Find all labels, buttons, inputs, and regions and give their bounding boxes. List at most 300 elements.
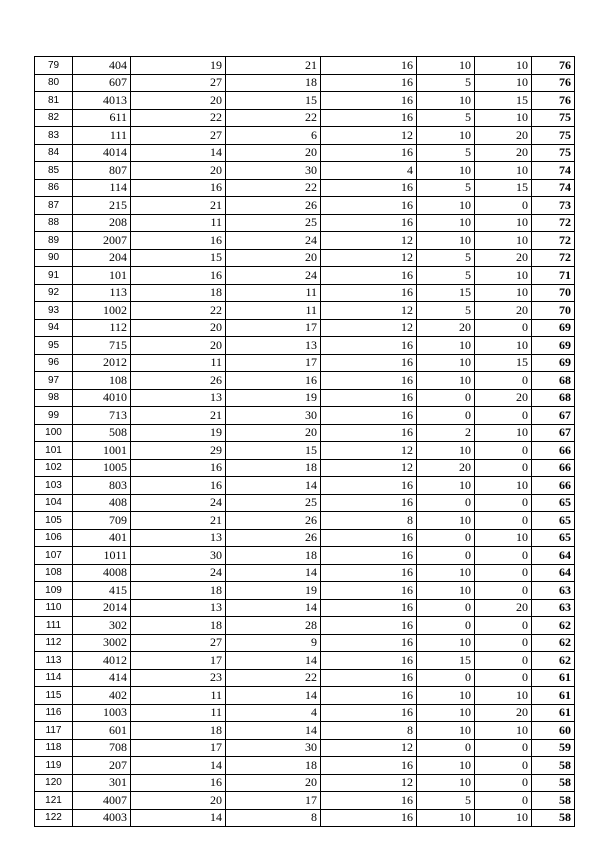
score-a-cell: 27: [131, 127, 226, 145]
score-e-cell: 15: [475, 92, 532, 110]
score-e-cell: 20: [475, 249, 532, 267]
id-cell: 611: [73, 109, 131, 127]
score-c-cell: 16: [321, 389, 417, 407]
score-b-cell: 30: [226, 739, 321, 757]
score-b-cell: 22: [226, 179, 321, 197]
table-row: [35, 337, 575, 355]
score-e-cell: 10: [475, 74, 532, 92]
id-cell: 1003: [73, 704, 131, 722]
score-d-cell: 10: [417, 512, 475, 530]
total-cell: 65: [532, 529, 575, 547]
score-d-cell: 10: [417, 197, 475, 215]
score-e-cell: 0: [475, 407, 532, 425]
score-d-cell: 0: [417, 547, 475, 565]
table-row: [35, 564, 575, 582]
rank-cell: 113: [35, 652, 73, 670]
score-b-cell: 20: [226, 774, 321, 792]
score-a-cell: 11: [131, 354, 226, 372]
score-c-cell: 16: [321, 617, 417, 635]
score-a-cell: 16: [131, 179, 226, 197]
total-cell: 65: [532, 494, 575, 512]
id-cell: 4007: [73, 792, 131, 810]
score-b-cell: 11: [226, 302, 321, 320]
score-d-cell: 10: [417, 162, 475, 180]
score-c-cell: 8: [321, 512, 417, 530]
score-a-cell: 27: [131, 74, 226, 92]
rank-cell: 90: [35, 249, 73, 267]
score-b-cell: 28: [226, 617, 321, 635]
id-cell: 4012: [73, 652, 131, 670]
score-c-cell: 16: [321, 92, 417, 110]
id-cell: 4008: [73, 564, 131, 582]
table-row: [35, 162, 575, 180]
score-d-cell: 5: [417, 109, 475, 127]
score-b-cell: 9: [226, 634, 321, 652]
rank-cell: 92: [35, 284, 73, 302]
table-row: [35, 127, 575, 145]
id-cell: 101: [73, 267, 131, 285]
score-b-cell: 14: [226, 652, 321, 670]
score-e-cell: 20: [475, 704, 532, 722]
table-row: [35, 599, 575, 617]
score-a-cell: 13: [131, 529, 226, 547]
score-a-cell: 21: [131, 512, 226, 530]
score-b-cell: 22: [226, 109, 321, 127]
total-cell: 62: [532, 634, 575, 652]
score-a-cell: 11: [131, 687, 226, 705]
score-a-cell: 23: [131, 669, 226, 687]
score-b-cell: 21: [226, 57, 321, 75]
id-cell: 1005: [73, 459, 131, 477]
rank-cell: 89: [35, 232, 73, 250]
table-row: [35, 57, 575, 75]
score-c-cell: 16: [321, 214, 417, 232]
score-b-cell: 26: [226, 512, 321, 530]
score-b-cell: 17: [226, 319, 321, 337]
score-d-cell: 0: [417, 669, 475, 687]
id-cell: 2012: [73, 354, 131, 372]
score-d-cell: 10: [417, 757, 475, 775]
rank-cell: 97: [35, 372, 73, 390]
score-a-cell: 16: [131, 232, 226, 250]
total-cell: 58: [532, 774, 575, 792]
score-d-cell: 0: [417, 739, 475, 757]
score-a-cell: 29: [131, 442, 226, 460]
total-cell: 75: [532, 109, 575, 127]
score-a-cell: 13: [131, 389, 226, 407]
id-cell: 114: [73, 179, 131, 197]
score-b-cell: 22: [226, 669, 321, 687]
rank-cell: 122: [35, 809, 73, 827]
score-e-cell: 20: [475, 302, 532, 320]
score-a-cell: 20: [131, 162, 226, 180]
score-a-cell: 11: [131, 214, 226, 232]
rank-cell: 106: [35, 529, 73, 547]
score-d-cell: 5: [417, 144, 475, 162]
id-cell: 108: [73, 372, 131, 390]
score-b-cell: 15: [226, 442, 321, 460]
rank-cell: 84: [35, 144, 73, 162]
score-c-cell: 12: [321, 127, 417, 145]
score-a-cell: 20: [131, 337, 226, 355]
total-cell: 76: [532, 92, 575, 110]
rank-cell: 120: [35, 774, 73, 792]
score-c-cell: 16: [321, 354, 417, 372]
score-e-cell: 0: [475, 564, 532, 582]
score-d-cell: 10: [417, 477, 475, 495]
total-cell: 65: [532, 512, 575, 530]
id-cell: 301: [73, 774, 131, 792]
score-e-cell: 10: [475, 109, 532, 127]
rank-cell: 88: [35, 214, 73, 232]
rank-cell: 79: [35, 57, 73, 75]
score-d-cell: 0: [417, 407, 475, 425]
score-e-cell: 0: [475, 792, 532, 810]
score-e-cell: 15: [475, 179, 532, 197]
table-row: [35, 109, 575, 127]
score-a-cell: 20: [131, 319, 226, 337]
score-d-cell: 10: [417, 809, 475, 827]
score-b-cell: 17: [226, 354, 321, 372]
score-b-cell: 14: [226, 599, 321, 617]
total-cell: 59: [532, 739, 575, 757]
score-e-cell: 0: [475, 774, 532, 792]
score-c-cell: 16: [321, 494, 417, 512]
score-b-cell: 13: [226, 337, 321, 355]
score-d-cell: 0: [417, 494, 475, 512]
score-c-cell: 16: [321, 74, 417, 92]
score-c-cell: 16: [321, 144, 417, 162]
total-cell: 58: [532, 809, 575, 827]
table-row: [35, 232, 575, 250]
score-a-cell: 11: [131, 704, 226, 722]
score-c-cell: 16: [321, 477, 417, 495]
id-cell: 4014: [73, 144, 131, 162]
score-e-cell: 10: [475, 424, 532, 442]
score-b-cell: 26: [226, 197, 321, 215]
score-c-cell: 16: [321, 757, 417, 775]
id-cell: 415: [73, 582, 131, 600]
score-c-cell: 12: [321, 302, 417, 320]
rank-cell: 109: [35, 582, 73, 600]
table-row: [35, 669, 575, 687]
table-row: [35, 302, 575, 320]
score-a-cell: 27: [131, 634, 226, 652]
score-d-cell: 5: [417, 74, 475, 92]
table-row: [35, 407, 575, 425]
score-c-cell: 16: [321, 547, 417, 565]
rank-cell: 121: [35, 792, 73, 810]
rank-cell: 85: [35, 162, 73, 180]
score-c-cell: 16: [321, 284, 417, 302]
score-a-cell: 17: [131, 652, 226, 670]
id-cell: 2007: [73, 232, 131, 250]
rank-cell: 98: [35, 389, 73, 407]
score-a-cell: 17: [131, 739, 226, 757]
table-row: [35, 529, 575, 547]
score-e-cell: 10: [475, 57, 532, 75]
score-b-cell: 11: [226, 284, 321, 302]
id-cell: 401: [73, 529, 131, 547]
rank-cell: 118: [35, 739, 73, 757]
score-d-cell: 2: [417, 424, 475, 442]
id-cell: 402: [73, 687, 131, 705]
score-c-cell: 16: [321, 599, 417, 617]
score-d-cell: 10: [417, 354, 475, 372]
rank-cell: 111: [35, 617, 73, 635]
score-b-cell: 24: [226, 267, 321, 285]
table-row: [35, 634, 575, 652]
score-c-cell: 16: [321, 424, 417, 442]
score-e-cell: 10: [475, 687, 532, 705]
rank-cell: 105: [35, 512, 73, 530]
total-cell: 61: [532, 704, 575, 722]
score-b-cell: 14: [226, 722, 321, 740]
score-e-cell: 20: [475, 144, 532, 162]
score-e-cell: 0: [475, 652, 532, 670]
total-cell: 66: [532, 442, 575, 460]
total-cell: 63: [532, 582, 575, 600]
table-row: [35, 687, 575, 705]
score-c-cell: 12: [321, 442, 417, 460]
score-c-cell: 16: [321, 809, 417, 827]
rank-cell: 104: [35, 494, 73, 512]
score-c-cell: 16: [321, 652, 417, 670]
total-cell: 74: [532, 162, 575, 180]
score-b-cell: 25: [226, 214, 321, 232]
id-cell: 708: [73, 739, 131, 757]
table-row: [35, 92, 575, 110]
table-row: [35, 284, 575, 302]
table-row: [35, 74, 575, 92]
score-a-cell: 26: [131, 372, 226, 390]
score-b-cell: 16: [226, 372, 321, 390]
score-b-cell: 30: [226, 407, 321, 425]
score-e-cell: 10: [475, 337, 532, 355]
table-row: [35, 547, 575, 565]
id-cell: 601: [73, 722, 131, 740]
id-cell: 113: [73, 284, 131, 302]
score-b-cell: 20: [226, 424, 321, 442]
score-c-cell: 12: [321, 249, 417, 267]
score-e-cell: 10: [475, 722, 532, 740]
score-e-cell: 20: [475, 389, 532, 407]
score-b-cell: 19: [226, 582, 321, 600]
score-c-cell: 12: [321, 774, 417, 792]
total-cell: 60: [532, 722, 575, 740]
table-row: [35, 704, 575, 722]
score-d-cell: 5: [417, 249, 475, 267]
table-row: [35, 757, 575, 775]
score-d-cell: 10: [417, 232, 475, 250]
score-c-cell: 16: [321, 582, 417, 600]
score-d-cell: 5: [417, 302, 475, 320]
score-c-cell: 16: [321, 267, 417, 285]
table-row: [35, 179, 575, 197]
rank-cell: 87: [35, 197, 73, 215]
id-cell: 4003: [73, 809, 131, 827]
score-e-cell: 20: [475, 127, 532, 145]
score-a-cell: 30: [131, 547, 226, 565]
score-b-cell: 4: [226, 704, 321, 722]
score-a-cell: 19: [131, 424, 226, 442]
score-c-cell: 16: [321, 529, 417, 547]
score-d-cell: 20: [417, 319, 475, 337]
total-cell: 76: [532, 57, 575, 75]
table-row: [35, 809, 575, 827]
id-cell: 404: [73, 57, 131, 75]
score-e-cell: 10: [475, 477, 532, 495]
rank-cell: 117: [35, 722, 73, 740]
id-cell: 1002: [73, 302, 131, 320]
score-a-cell: 16: [131, 477, 226, 495]
total-cell: 66: [532, 459, 575, 477]
id-cell: 408: [73, 494, 131, 512]
score-c-cell: 16: [321, 407, 417, 425]
score-b-cell: 19: [226, 389, 321, 407]
score-b-cell: 18: [226, 547, 321, 565]
total-cell: 64: [532, 564, 575, 582]
table-row: [35, 144, 575, 162]
score-e-cell: 0: [475, 512, 532, 530]
rank-cell: 83: [35, 127, 73, 145]
table-row: [35, 267, 575, 285]
rank-cell: 110: [35, 599, 73, 617]
table-row: [35, 372, 575, 390]
score-e-cell: 20: [475, 599, 532, 617]
score-b-cell: 18: [226, 757, 321, 775]
score-b-cell: 20: [226, 249, 321, 267]
total-cell: 64: [532, 547, 575, 565]
score-a-cell: 13: [131, 599, 226, 617]
total-cell: 66: [532, 477, 575, 495]
total-cell: 69: [532, 319, 575, 337]
score-d-cell: 0: [417, 529, 475, 547]
rank-cell: 82: [35, 109, 73, 127]
rank-cell: 80: [35, 74, 73, 92]
score-e-cell: 0: [475, 494, 532, 512]
score-e-cell: 10: [475, 214, 532, 232]
score-c-cell: 16: [321, 704, 417, 722]
score-c-cell: 16: [321, 179, 417, 197]
score-a-cell: 19: [131, 57, 226, 75]
score-a-cell: 21: [131, 407, 226, 425]
score-d-cell: 5: [417, 179, 475, 197]
score-e-cell: 10: [475, 162, 532, 180]
score-d-cell: 10: [417, 582, 475, 600]
rank-cell: 119: [35, 757, 73, 775]
score-d-cell: 15: [417, 284, 475, 302]
table-row: [35, 424, 575, 442]
score-b-cell: 18: [226, 74, 321, 92]
score-b-cell: 20: [226, 144, 321, 162]
total-cell: 58: [532, 757, 575, 775]
score-d-cell: 5: [417, 792, 475, 810]
score-e-cell: 10: [475, 529, 532, 547]
score-c-cell: 16: [321, 564, 417, 582]
rank-cell: 93: [35, 302, 73, 320]
score-a-cell: 14: [131, 144, 226, 162]
score-b-cell: 14: [226, 564, 321, 582]
rank-cell: 94: [35, 319, 73, 337]
id-cell: 1011: [73, 547, 131, 565]
total-cell: 76: [532, 74, 575, 92]
score-e-cell: 0: [475, 757, 532, 775]
table-row: [35, 354, 575, 372]
total-cell: 72: [532, 214, 575, 232]
score-e-cell: 0: [475, 634, 532, 652]
score-a-cell: 16: [131, 774, 226, 792]
score-a-cell: 14: [131, 809, 226, 827]
score-d-cell: 20: [417, 459, 475, 477]
score-d-cell: 10: [417, 634, 475, 652]
score-b-cell: 14: [226, 477, 321, 495]
score-e-cell: 0: [475, 319, 532, 337]
score-d-cell: 10: [417, 704, 475, 722]
score-e-cell: 0: [475, 617, 532, 635]
score-d-cell: 0: [417, 617, 475, 635]
table-row: [35, 197, 575, 215]
id-cell: 207: [73, 757, 131, 775]
table-row: [35, 459, 575, 477]
rank-cell: 102: [35, 459, 73, 477]
score-d-cell: 10: [417, 127, 475, 145]
score-e-cell: 10: [475, 809, 532, 827]
score-e-cell: 0: [475, 459, 532, 477]
table-row: [35, 792, 575, 810]
score-c-cell: 16: [321, 109, 417, 127]
score-b-cell: 25: [226, 494, 321, 512]
score-d-cell: 15: [417, 652, 475, 670]
score-b-cell: 18: [226, 459, 321, 477]
id-cell: 807: [73, 162, 131, 180]
score-c-cell: 16: [321, 337, 417, 355]
score-c-cell: 16: [321, 634, 417, 652]
score-d-cell: 10: [417, 57, 475, 75]
rank-cell: 103: [35, 477, 73, 495]
score-e-cell: 10: [475, 232, 532, 250]
table-row: [35, 652, 575, 670]
score-c-cell: 4: [321, 162, 417, 180]
rank-cell: 116: [35, 704, 73, 722]
total-cell: 75: [532, 144, 575, 162]
rank-cell: 112: [35, 634, 73, 652]
table-row: [35, 582, 575, 600]
id-cell: 302: [73, 617, 131, 635]
score-d-cell: 10: [417, 337, 475, 355]
score-a-cell: 16: [131, 459, 226, 477]
rank-cell: 101: [35, 442, 73, 460]
rank-cell: 96: [35, 354, 73, 372]
id-cell: 4013: [73, 92, 131, 110]
id-cell: 508: [73, 424, 131, 442]
score-e-cell: 0: [475, 547, 532, 565]
rank-cell: 107: [35, 547, 73, 565]
score-a-cell: 20: [131, 92, 226, 110]
total-cell: 71: [532, 267, 575, 285]
score-a-cell: 22: [131, 109, 226, 127]
rank-cell: 114: [35, 669, 73, 687]
results-table: [34, 56, 575, 827]
score-d-cell: 10: [417, 214, 475, 232]
score-b-cell: 26: [226, 529, 321, 547]
score-a-cell: 14: [131, 757, 226, 775]
rank-cell: 99: [35, 407, 73, 425]
score-c-cell: 16: [321, 669, 417, 687]
total-cell: 72: [532, 232, 575, 250]
score-e-cell: 0: [475, 669, 532, 687]
score-d-cell: 10: [417, 722, 475, 740]
